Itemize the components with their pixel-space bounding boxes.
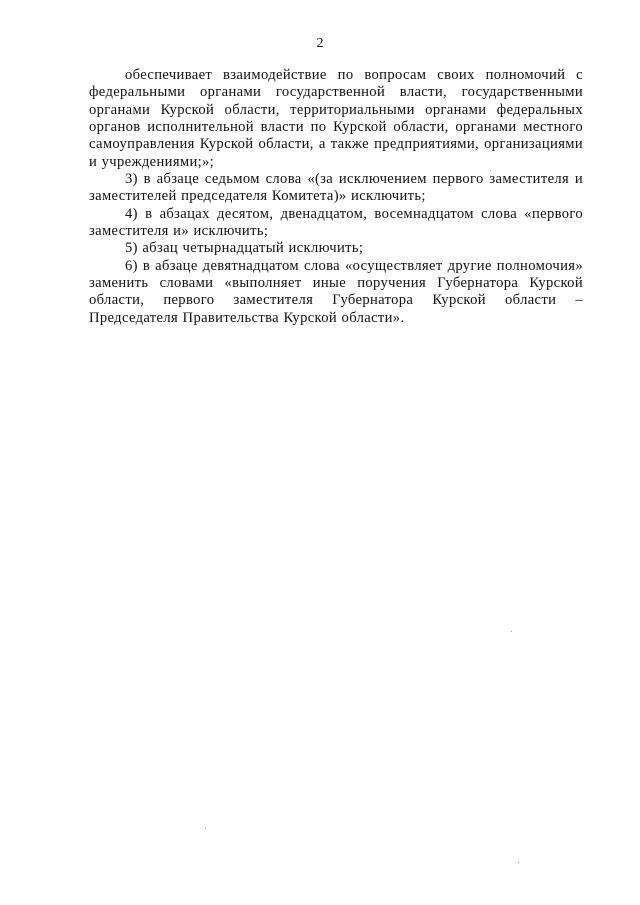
paragraph-item-4 [89, 206, 583, 241]
paragraph-interaction-clause [89, 67, 583, 171]
text-line: и учреждениями;»; [89, 153, 215, 170]
text-line: федеральными органами государственной власти, государственными [89, 84, 583, 101]
text-line: самоуправления Курской области, а также предприятиями, организациями [89, 136, 583, 153]
text-line: Председателя Правительства Курской области». [89, 309, 405, 326]
paragraph-item-6 [89, 258, 583, 327]
text-line: обеспечивает взаимодействие по вопросам своих полномочий с [125, 67, 583, 83]
scan-speck [205, 828, 206, 829]
scan-speck [518, 862, 519, 863]
text-line: заместителя и» исключить; [89, 223, 269, 240]
paragraph-item-5 [89, 240, 583, 257]
text-line: 3) в абзаце седьмом слова «(за исключением первого заместителя и [125, 171, 583, 188]
document-body [89, 67, 583, 327]
text-line: 5) абзац четырнадцатый исключить; [125, 240, 364, 257]
text-line: 4) в абзацах десятом, двенадцатом, восемнадцатом слова «первого [125, 205, 583, 222]
paragraph-item-3 [89, 171, 583, 206]
page-number: 2 [316, 36, 324, 51]
text-line: заместителей председателя Комитета)» исключить; [89, 188, 426, 205]
text-line: 6) в абзаце девятнадцатом слова «осуществляет другие полномочия» [125, 257, 583, 274]
text-line: органами Курской области, территориальными органами федеральных [89, 101, 583, 118]
text-line: области, первого заместителя Губернатора Курской области – [89, 292, 583, 309]
scan-speck [490, 170, 491, 171]
text-line: органов исполнительной власти по Курской области, органами местного [89, 119, 583, 136]
text-line: заменить словами «выполняет иные поручения Губернатора Курской [89, 275, 583, 292]
scan-speck [511, 631, 512, 632]
